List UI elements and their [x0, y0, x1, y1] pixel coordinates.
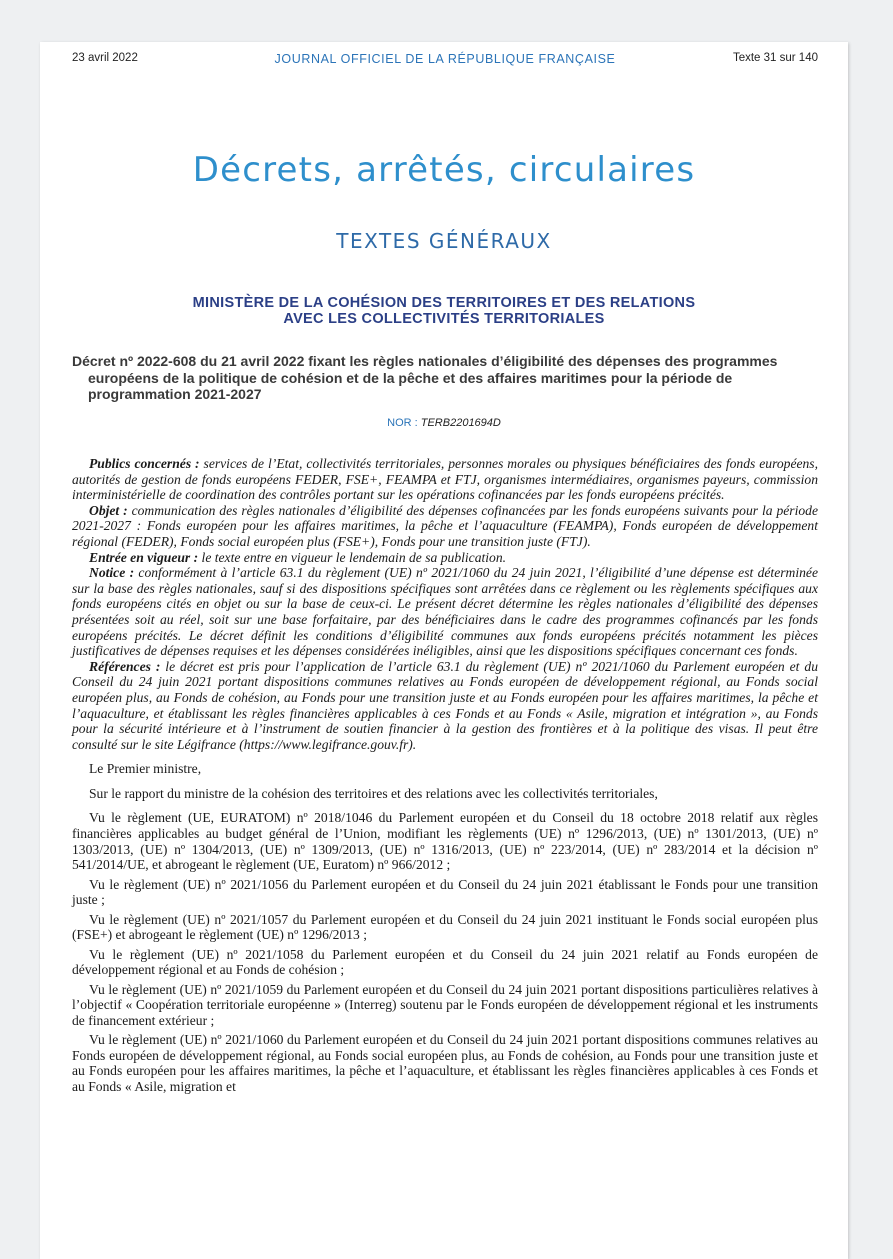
notice-objet — [72, 503, 818, 550]
document-body — [72, 456, 818, 1095]
ministry-heading — [40, 295, 848, 327]
nor-value: TERB2201694D — [420, 417, 501, 429]
ministry-line-2: AVEC LES COLLECTIVITÉS TERRITORIALES — [283, 311, 605, 327]
nor-reference — [40, 417, 848, 429]
notice-text: conformément à l’article 63.1 du règlement (UE) nº 2021/1060 du 24 juin 2021, l’éligibilité d’une dépense est déterminée sur la base des règles nationales, sauf si des dispositions spécifiques sont arrêtées dans ce règlement ou les règlements spécifiques aux fonds européens cités en objet ou sur la base de ceux-ci. Le présent décret détermine les règles nationales d’éligibilité des dépenses présentées soit au réel, soit sur une base forfaitaire, par des bénéficiaires dans le cadre des programmes cofinancés par les fonds européens précités. Le décret définit les conditions d’éligibilité communes aux fonds européens précités notamment les pièces justificatives de dépenses requises et les dépenses considérées inéligibles, ainsi que les dispositions spécifiques concernant ces fonds. — [72, 565, 818, 659]
vu-paragraph: Vu le règlement (UE) nº 2021/1056 du Parlement européen et du Conseil du 24 juin 2021 établissant le Fonds pour une transition juste ; — [72, 876, 818, 908]
page-title: Décrets, arrêtés, circulaires — [192, 150, 696, 190]
notice-text: services de l’Etat, collectivités territoriales, personnes morales ou physiques bénéficiaires des fonds européens, autorités de gestion de fonds européens FEDER, FSE+, FEAMPA et FTJ, organismes intermédiaires, organismes payeurs, commission interministérielle de coordination des contrôles portant sur les opérations cofinancées par les fonds européens précités. — [72, 456, 818, 503]
page-header — [72, 52, 818, 68]
decree-title: Décret nº 2022-608 du 21 avril 2022 fixant les règles nationales d’éligibilité des dépenses des programmes européens de la politique de cohésion et de la pêche et des affaires maritimes pour la période de programmation 2021-2027 — [72, 353, 778, 402]
notice-block — [72, 456, 818, 752]
notice-publics — [72, 456, 818, 503]
notice-label: Références : — [89, 658, 161, 674]
notice-notice — [72, 565, 818, 659]
vu-paragraph: Vu le règlement (UE) nº 2021/1057 du Parlement européen et du Conseil du 24 juin 2021 instituant le Fonds social européen plus (FSE+) et abrogeant le règlement (UE) nº 1296/2013 ; — [72, 911, 818, 943]
vu-paragraph: Vu le règlement (UE) nº 2021/1058 du Parlement européen et du Conseil du 24 juin 2021 relatif au Fonds européen de développement régional et au Fonds de cohésion ; — [72, 946, 818, 978]
notice-label: Notice : — [89, 565, 135, 581]
vu-paragraph: Vu le règlement (UE) nº 2021/1060 du Parlement européen et du Conseil du 24 juin 2021 portant dispositions communes relatives au Fonds européen de développement régional, au Fonds social européen plus, au Fonds de cohésion, au Fonds pour une transition juste et au Fonds européen pour les affaires maritimes, la pêche et l’aquaculture, et établissant les règles financières applicables à ces Fonds et au Fonds « Asile, migration et — [72, 1032, 818, 1094]
notice-label: Objet : — [89, 502, 128, 518]
notice-references — [72, 659, 818, 753]
notice-text: le texte entre en vigueur le lendemain de sa publication. — [198, 549, 507, 565]
notice-entree — [72, 550, 818, 566]
document-page — [40, 42, 848, 1259]
notice-text: le décret est pris pour l’application de l’article 63.1 du règlement (UE) nº 2021/1060 du Parlement européen et du Conseil du 24 juin 2021 portant dispositions communes relatives au Fonds européen de développement régional, au Fonds social européen plus, au Fonds de cohésion, au Fonds pour une transition juste et au Fonds européen pour les affaires maritimes, la pêche et l’aquaculture, et établissant les règles financières applicables à ces Fonds et au Fonds « Asile, migration et intégration », au Fonds pour la sécurité intérieure et à l’instrument de soutien financier à la gestion des frontières et à la politique des visas. Il peut être consulté sur le site Légifrance (https://www.legifrance.gouv.fr). — [72, 658, 818, 752]
vu-paragraph: Vu le règlement (UE, EURATOM) nº 2018/1046 du Parlement européen et du Conseil du 18 octobre 2018 relatif aux règles financières applicables au budget général de l’Union, modifiant les règlements (UE) nº 1296/2013, (UE) nº 1301/2013, (UE) nº 1303/2013, (UE) nº 1304/2013, (UE) nº 1309/2013, (UE) nº 1316/2013, (UE) nº 223/2014, (UE) nº 283/2014 et la décision nº 541/2014/UE, et abrogeant le règlement (UE, Euratom) nº 966/2012 ; — [72, 810, 818, 873]
journal-name: JOURNAL OFFICIEL DE LA RÉPUBLIQUE FRANÇAISE — [274, 52, 616, 66]
notice-text: communication des règles nationales d’éligibilité des dépenses cofinancées par les fonds européens suivants pour la période 2021-2027 : Fonds européen pour les affaires maritimes, la pêche et l’aquaculture (FEAMPA), Fonds européen de développement régional (FEDER), Fonds social européen plus (FSE+), Fonds pour une transition juste (FTJ). — [72, 502, 818, 549]
notice-label: Entrée en vigueur : — [89, 549, 199, 565]
publication-date: 23 avril 2022 — [72, 52, 138, 64]
vu-paragraph: Vu le règlement (UE) nº 2021/1059 du Parlement européen et du Conseil du 24 juin 2021 portant dispositions particulières relatives à l’objectif « Coopération territoriale européenne » (Interreg) soutenu par le Fonds européen de développement régional et les instruments de financement extérieur ; — [72, 981, 818, 1028]
nor-label: NOR : — [387, 417, 418, 429]
ministry-line-1: MINISTÈRE DE LA COHÉSION DES TERRITOIRES ET DES RELATIONS — [192, 295, 696, 311]
premier-ministre: Le Premier ministre, — [89, 761, 202, 777]
text-number: Texte 31 sur 140 — [732, 52, 818, 64]
notice-label: Publics concernés : — [89, 456, 200, 471]
section-title: TEXTES GÉNÉRAUX — [336, 229, 552, 253]
rapport-paragraph: Sur le rapport du ministre de la cohésion des territoires et des relations avec les collectivités territoriales, — [89, 785, 658, 801]
